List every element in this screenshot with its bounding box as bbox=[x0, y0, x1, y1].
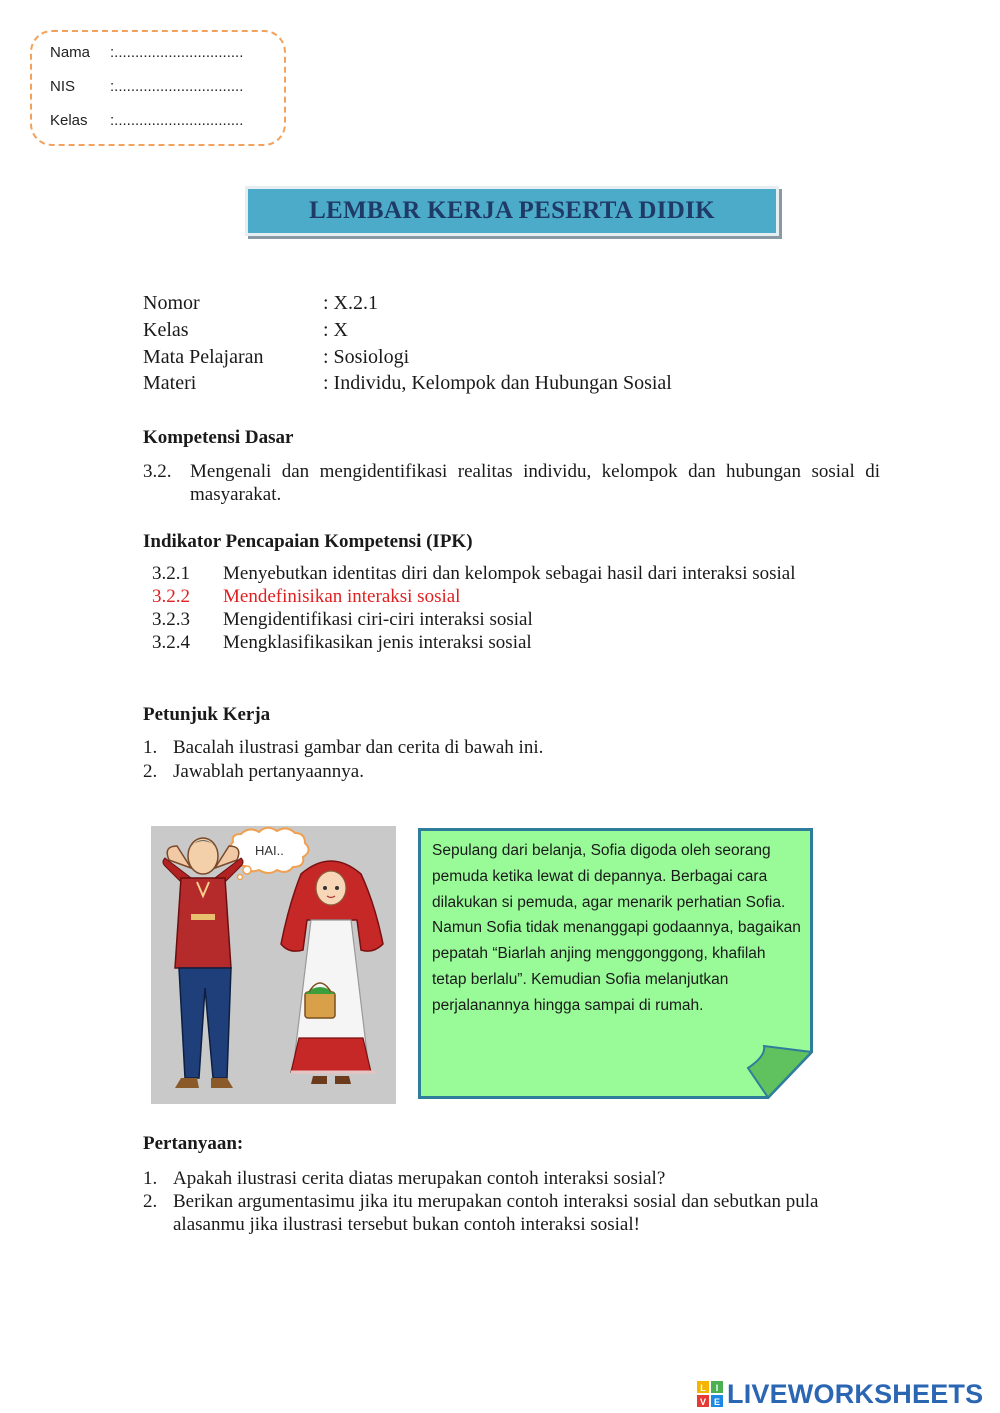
ipk-number: 3.2.1 bbox=[152, 563, 190, 584]
meta-key: Mata Pelajaran bbox=[143, 346, 264, 368]
info-field[interactable]: :............................... bbox=[110, 112, 244, 129]
ipk-number: 3.2.3 bbox=[152, 609, 190, 630]
kd-text: Mengenali dan mengidentifikasi realitas individu, kelompok dan hubungan sosial di masyarakat. bbox=[190, 461, 880, 505]
question-number: 2. bbox=[143, 1191, 158, 1212]
meta-value: : Individu, Kelompok dan Hubungan Sosial bbox=[323, 372, 672, 394]
young-man-figure bbox=[163, 838, 243, 1088]
info-field[interactable]: :............................... bbox=[110, 44, 244, 61]
meta-key: Nomor bbox=[143, 292, 200, 314]
pertanyaan-heading: Pertanyaan: bbox=[143, 1133, 244, 1154]
kd-number: 3.2. bbox=[143, 461, 172, 482]
story-note bbox=[418, 828, 813, 1099]
ipk-number: 3.2.4 bbox=[152, 632, 190, 653]
question-text: Berikan argumentasimu jika itu merupakan contoh interaksi sosial dan sebutkan pula alasanmu jika ilustrasi tersebut bukan contoh interaksi sosial! bbox=[173, 1191, 819, 1235]
svg-text:I: I bbox=[715, 1383, 719, 1393]
story-text: Sepulang dari belanja, Sofia digoda oleh seorang pemuda ketika lewat di depannya. Berbagai cara dilakukan si pemuda, agar menarik perhatian Sofia. Namun Sofia tidak menanggapi godaannya, bagaikan pepatah “Biarlah anjing menggonggong, khafilah tetap berlalu”. Kemudian Sofia melanjutkan perjalanannya hingga sampai di rumah. bbox=[432, 842, 801, 1014]
petunjuk-number: 1. bbox=[143, 737, 158, 758]
brand-name: LIVEWORKSHEETS bbox=[727, 1378, 984, 1409]
svg-text:V: V bbox=[699, 1397, 707, 1407]
meta-value: : Sosiologi bbox=[323, 346, 410, 368]
story-illustration bbox=[151, 826, 396, 1104]
page-title-banner bbox=[245, 186, 779, 236]
petunjuk-item bbox=[143, 761, 364, 783]
characters-illustration bbox=[151, 826, 396, 1104]
info-label: Nama bbox=[50, 44, 91, 61]
petunjuk-number: 2. bbox=[143, 761, 158, 782]
petunjuk-text: Bacalah ilustrasi gambar dan cerita di bawah ini. bbox=[173, 737, 544, 758]
ipk-number: 3.2.2 bbox=[152, 586, 190, 607]
speech-text: HAI.. bbox=[255, 843, 284, 858]
ipk-item bbox=[152, 632, 532, 654]
petunjuk-heading: Petunjuk Kerja bbox=[143, 704, 271, 725]
liveworksheets-logo-icon bbox=[697, 1381, 723, 1407]
info-row-kelas[interactable] bbox=[50, 112, 243, 129]
ipk-text: Mendefinisikan interaksi sosial bbox=[223, 586, 461, 607]
question-text: Apakah ilustrasi cerita diatas merupakan contoh interaksi sosial? bbox=[173, 1168, 666, 1189]
info-field[interactable]: :............................... bbox=[110, 78, 244, 95]
svg-text:E: E bbox=[713, 1397, 721, 1407]
question-item bbox=[143, 1167, 883, 1190]
kd-heading: Kompetensi Dasar bbox=[143, 427, 294, 448]
ipk-text: Menyebutkan identitas diri dan kelompok sebagai hasil dari interaksi sosial bbox=[223, 563, 796, 584]
ipk-text: Mengidentifikasi ciri-ciri interaksi sosial bbox=[223, 609, 533, 630]
question-number: 1. bbox=[143, 1168, 158, 1189]
meta-row-nomor bbox=[143, 292, 378, 315]
info-label: NIS bbox=[50, 78, 76, 95]
ipk-item-highlighted bbox=[152, 586, 460, 608]
question-item bbox=[143, 1190, 883, 1236]
meta-row-materi bbox=[143, 372, 672, 395]
page-title: LEMBAR KERJA PESERTA DIDIK bbox=[309, 197, 715, 224]
meta-row-kelas bbox=[143, 319, 348, 342]
ipk-heading: Indikator Pencapaian Kompetensi (IPK) bbox=[143, 531, 473, 552]
kd-item bbox=[143, 460, 880, 506]
meta-value: : X.2.1 bbox=[323, 292, 378, 314]
meta-value: : X bbox=[323, 319, 348, 341]
meta-row-mapel bbox=[143, 346, 409, 369]
liveworksheets-brand[interactable] bbox=[697, 1378, 983, 1410]
info-row-nama[interactable] bbox=[50, 44, 243, 61]
student-info-box bbox=[30, 30, 286, 146]
ipk-item bbox=[152, 563, 796, 585]
info-label: Kelas bbox=[50, 112, 88, 129]
ipk-text: Mengklasifikasikan jenis interaksi sosial bbox=[223, 632, 532, 653]
meta-key: Materi bbox=[143, 372, 197, 394]
petunjuk-item bbox=[143, 737, 543, 759]
ipk-item bbox=[152, 609, 533, 631]
sofia-figure bbox=[281, 861, 383, 1084]
info-row-nis[interactable] bbox=[50, 78, 243, 95]
petunjuk-text: Jawablah pertanyaannya. bbox=[173, 761, 364, 782]
svg-text:L: L bbox=[700, 1383, 706, 1393]
meta-key: Kelas bbox=[143, 319, 189, 341]
